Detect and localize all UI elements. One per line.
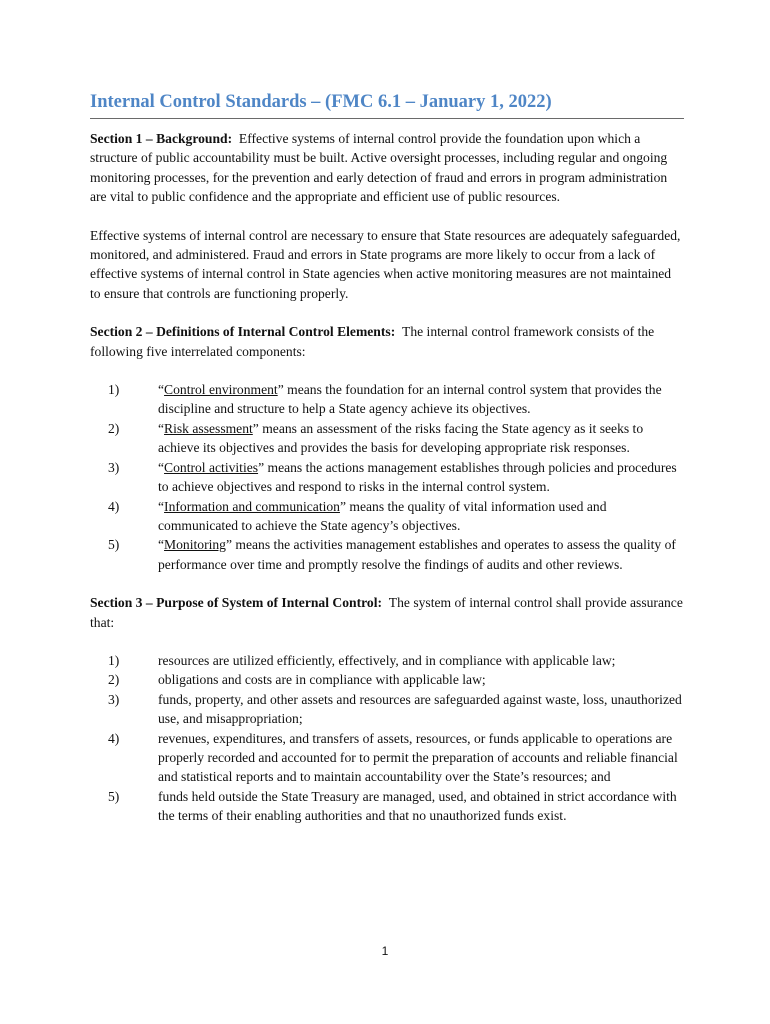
section-3-heading: Section 3 – Purpose of System of Internal Control:	[90, 595, 382, 611]
section-1-text: Effective systems of internal control provide the foundation upon which a structure of public accountability must be built. Active oversight processes, including regular and ongoing monitoring processes, for the prevention and early detection of fraud and errors in program administration are vital to public confidence and the appropriate and efficient use of public resources.	[90, 131, 668, 205]
defined-term: Information and communication	[164, 498, 340, 514]
defined-term: Control activities	[164, 459, 259, 475]
list-item-number: 3)	[108, 691, 120, 707]
list-item: 3) “Control activities” means the actions management establishes through policies and procedures to achieve objectives and respond to risks in the internal control system.	[108, 459, 677, 495]
list-item-number: 3)	[108, 459, 120, 475]
list-item: 1) resources are utilized efficiently, effectively, and in compliance with applicable law;	[90, 651, 684, 670]
list-item-number: 4)	[108, 498, 120, 514]
list-item: 1) “Control environment” means the foundation for an internal control system that provides the discipline and structure to help a State agency achieve its objectives.	[108, 382, 662, 417]
list-item: 2) obligations and costs are in compliance with applicable law;	[90, 670, 684, 689]
section-3-text: The system of internal control shall provide assurance that:	[90, 595, 683, 630]
section-1-heading: Section 1 – Background:	[90, 131, 233, 146]
list-item-number: 5)	[108, 788, 120, 804]
defined-term: Control environment	[164, 382, 278, 398]
list-item-number: 1)	[108, 382, 120, 398]
list-item: 2) “Risk assessment” means an assessment of the risks facing the State agency as it seeks to achieve its objectives and provides the basis for developing appropriate risk responses.	[108, 420, 644, 456]
list-item: 5) funds held outside the State Treasury are managed, used, and obtained in strict accordance with the terms of their enabling authorities and that no unauthorized funds exist.	[108, 788, 677, 824]
document-title: Internal Control Standards – (FMC 6.1 – January 1, 2022)	[90, 92, 684, 119]
list-item-number: 2)	[108, 420, 120, 436]
list-item-number: 1)	[108, 652, 120, 668]
defined-term: Monitoring	[164, 537, 226, 553]
section-3-paragraph	[90, 593, 684, 632]
list-item-number: 4)	[108, 730, 120, 746]
list-item: 4) “Information and communication” means the quality of vital information used and communicated to achieve the State agency’s objectives.	[108, 498, 607, 533]
definitions-list	[90, 380, 684, 574]
list-item: 5) “Monitoring” means the activities management establishes and operates to assess the quality of performance over time and promptly resolve the findings of audits and other reviews.	[108, 537, 676, 572]
section-1-paragraph-2: Effective systems of internal control are necessary to ensure that State resources are adequately safeguarded, monitored, and administered. Fraud and errors in State programs are more likely to occur from a lack of effective systems of internal control in State agencies when active monitoring measures are not maintained to ensure that controls are functioning properly.	[90, 227, 681, 301]
document-page	[90, 92, 684, 826]
section-1-paragraph	[90, 129, 684, 207]
list-item: 3) funds, property, and other assets and resources are safeguarded against waste, loss, unauthorized use, and misappropriation;	[108, 691, 682, 727]
section-2-heading: Section 2 – Definitions of Internal Control Elements:	[90, 324, 396, 340]
page-number: 1	[381, 944, 389, 958]
list-item-number: 2)	[108, 672, 120, 688]
assurance-list	[90, 651, 684, 826]
list-item: 4) revenues, expenditures, and transfers of assets, resources, or funds applicable to operations are properly recorded and accounted for to permit the preparation of accounts and reliable financial and statistical reports and to maintain accountability over the State’s resources; and	[108, 730, 678, 785]
section-2-text: The internal control framework consists of the following five interrelated components:	[90, 324, 655, 359]
section-2-paragraph	[90, 322, 684, 361]
list-item-number: 5)	[108, 537, 120, 553]
defined-term: Risk assessment	[164, 420, 253, 436]
